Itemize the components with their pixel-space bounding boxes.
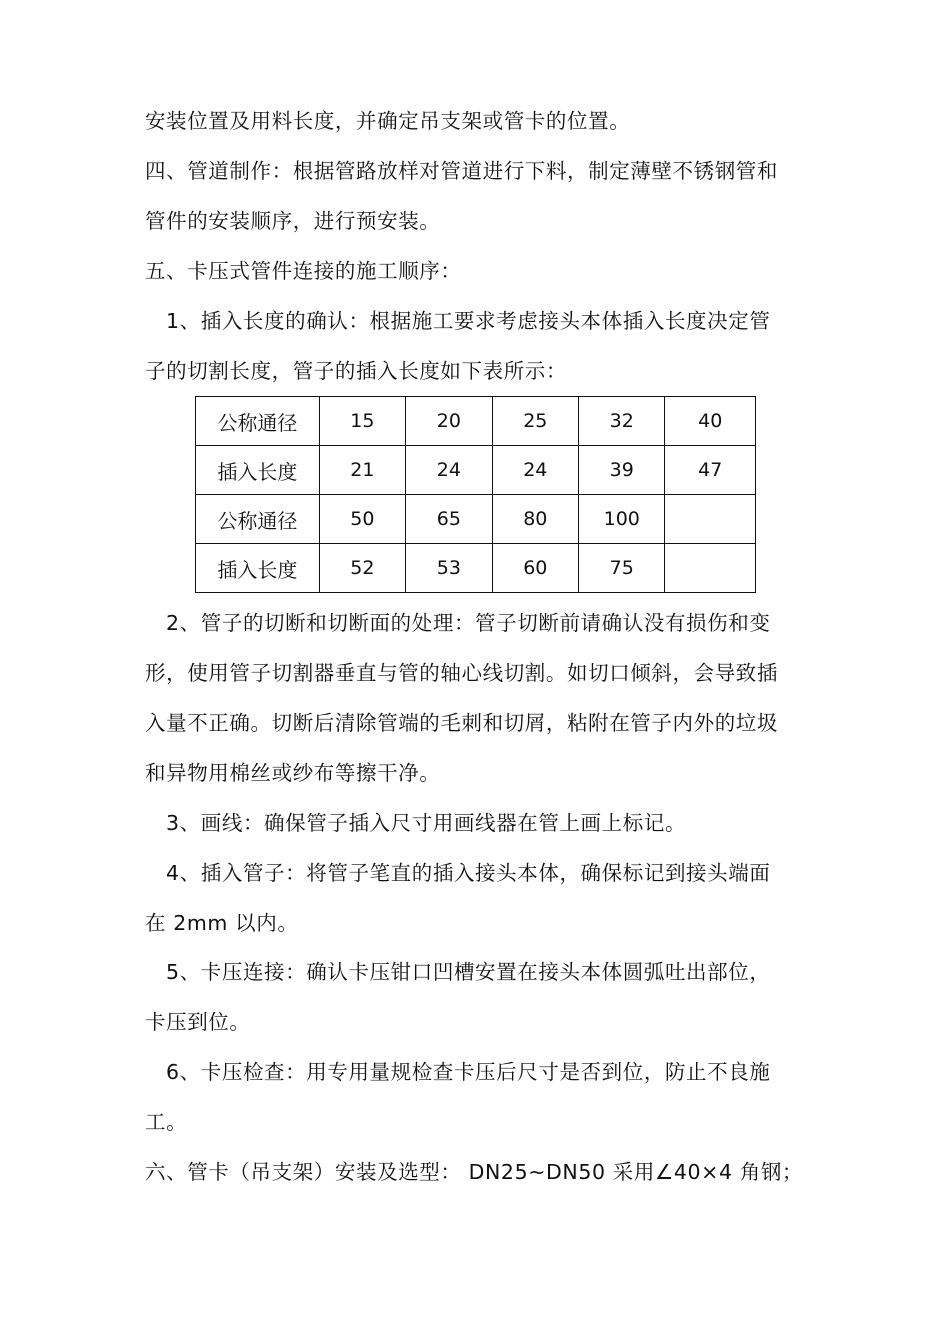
- table-cell: 40: [665, 397, 756, 446]
- table-cell: 15: [319, 397, 405, 446]
- insertion-length-table: [195, 396, 756, 593]
- paragraph-line: 在 2mm 以内。: [145, 911, 299, 935]
- table-cell: 50: [319, 495, 405, 544]
- table-cell: 24: [406, 446, 492, 495]
- table-cell: 24: [492, 446, 578, 495]
- table-cell: 插入长度: [196, 446, 320, 495]
- table-cell: 公称通径: [196, 397, 320, 446]
- table-row: [196, 495, 756, 544]
- paragraph-line: 形，使用管子切割器垂直与管的轴心线切割。如切口倾斜，会导致插: [145, 661, 778, 685]
- table-row: [196, 446, 756, 495]
- table-cell: 插入长度: [196, 544, 320, 593]
- paragraph-line: 2、管子的切断和切断面的处理：管子切断前请确认没有损伤和变: [166, 611, 771, 635]
- paragraph-line: 4、插入管子：将管子笔直的插入接头本体，确保标记到接头端面: [166, 861, 771, 885]
- table-cell: [665, 544, 756, 593]
- table-cell: 32: [579, 397, 665, 446]
- table-cell: 39: [579, 446, 665, 495]
- table-cell: 65: [406, 495, 492, 544]
- table-cell: 60: [492, 544, 578, 593]
- section-heading: 六、管卡（吊支架）安装及选型： DN25~DN50 采用∠40×4 角钢；: [145, 1160, 804, 1184]
- table-cell: 80: [492, 495, 578, 544]
- paragraph-line: 3、画线：确保管子插入尺寸用画线器在管上画上标记。: [166, 811, 687, 835]
- paragraph-line: 安装位置及用料长度，并确定吊支架或管卡的位置。: [145, 109, 631, 133]
- table-cell: 75: [579, 544, 665, 593]
- table-cell: 47: [665, 446, 756, 495]
- paragraph-line: 和异物用棉丝或纱布等擦干净。: [145, 761, 441, 785]
- table-cell: 25: [492, 397, 578, 446]
- paragraph-line: 6、卡压检查：用专用量规检查卡压后尺寸是否到位，防止不良施: [166, 1060, 771, 1084]
- table-cell: 20: [406, 397, 492, 446]
- table-cell: [665, 495, 756, 544]
- table-row: [196, 544, 756, 593]
- paragraph-line: 工。: [145, 1110, 188, 1134]
- paragraph-line: 卡压到位。: [145, 1010, 251, 1034]
- table-cell: 52: [319, 544, 405, 593]
- paragraph-line: 1、插入长度的确认：根据施工要求考虑接头本体插入长度决定管: [166, 309, 771, 333]
- table-cell: 公称通径: [196, 495, 320, 544]
- table-row: [196, 397, 756, 446]
- paragraph-line: 5、卡压连接：确认卡压钳口凹槽安置在接头本体圆弧吐出部位，: [166, 960, 771, 984]
- paragraph-line: 入量不正确。切断后清除管端的毛刺和切屑，粘附在管子内外的垃圾: [145, 711, 778, 735]
- table-cell: 100: [579, 495, 665, 544]
- section-heading: 五、卡压式管件连接的施工顺序：: [145, 259, 462, 283]
- table-cell: 53: [406, 544, 492, 593]
- table-cell: 21: [319, 446, 405, 495]
- paragraph-line: 四、管道制作：根据管路放样对管道进行下料，制定薄壁不锈钢管和: [145, 159, 778, 183]
- paragraph-line: 管件的安装顺序，进行预安装。: [145, 209, 441, 233]
- paragraph-line: 子的切割长度，管子的插入长度如下表所示：: [145, 359, 567, 383]
